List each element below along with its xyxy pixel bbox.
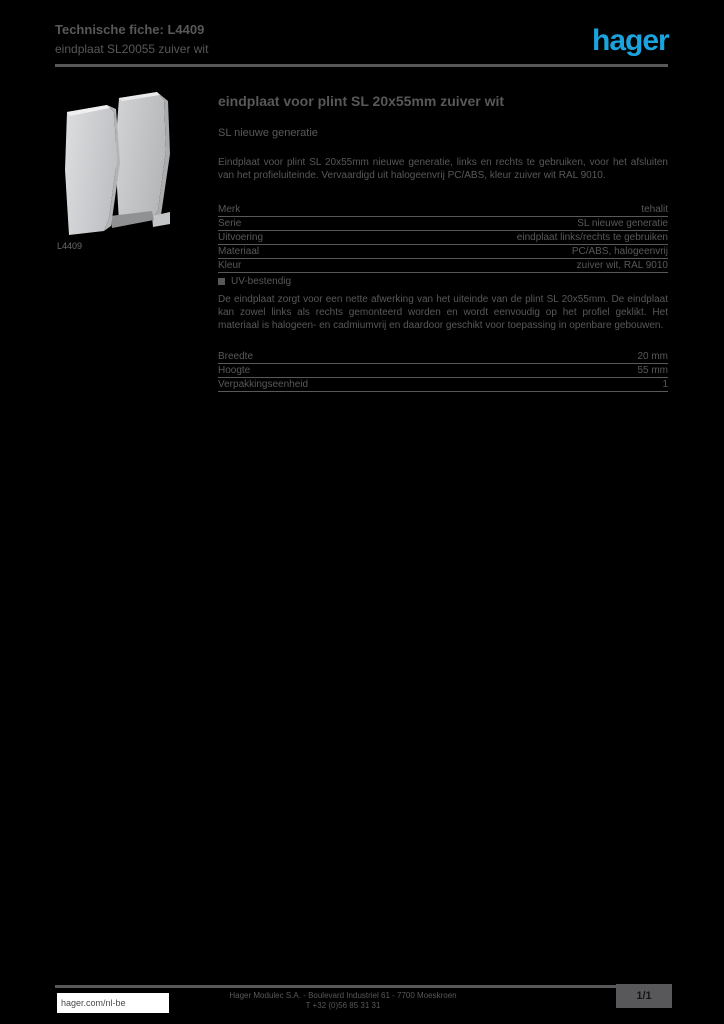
square-bullet-icon xyxy=(218,278,225,285)
table-row xyxy=(218,259,668,273)
spec-value: tehalit xyxy=(641,204,668,215)
spec-label: Verpakkingseenheid xyxy=(218,379,309,390)
footer-divider xyxy=(55,985,624,988)
spec-label: Materiaal xyxy=(218,246,260,257)
hager-logo: hager xyxy=(592,24,669,57)
table-row xyxy=(218,203,668,217)
spec-label: Hoogte xyxy=(218,365,251,376)
spec-label: Kleur xyxy=(218,260,242,271)
spec-value: 55 mm xyxy=(637,365,668,376)
table-row xyxy=(218,245,668,259)
spec-label: Merk xyxy=(218,204,241,215)
spec-value: eindplaat links/rechts te gebruiken xyxy=(516,232,668,243)
table-row xyxy=(218,364,668,378)
table-row xyxy=(218,217,668,231)
product-note: De eindplaat zorgt voor een nette afwerking van het uiteinde van de plint SL 20x55mm. De eindplaat kan zowel links als rechts gemonteerd worden en wordt eenvoudig op het profiel geklikt. Het materiaal is halogeen- en cadmiumvrij en daardoor geschikt voor toepassing in openbare gebouwen. xyxy=(218,294,668,331)
footer-website-link[interactable]: hager.com/nl-be xyxy=(57,993,169,1013)
spec-value: 20 mm xyxy=(637,351,668,362)
footer-company-info xyxy=(218,991,468,1011)
spec-table-2 xyxy=(218,350,668,392)
page-number: 1/1 xyxy=(636,990,652,1002)
feature-label: UV-bestendig xyxy=(231,276,292,287)
spec-value: PC/ABS, halogeenvrij xyxy=(571,246,668,257)
product-image xyxy=(57,88,197,238)
document-type: Technische fiche: L4409 xyxy=(55,22,205,37)
document-reference: eindplaat SL20055 zuiver wit xyxy=(55,42,209,56)
product-description: Eindplaat voor plint SL 20x55mm nieuwe generatie, links en rechts te gebruiken, voor het afsluiten van het profieluiteinde. Vervaardigd uit halogeenvrij PC/ABS, kleur zuiver wit RAL 9010. xyxy=(218,157,668,181)
spec-label: Serie xyxy=(218,218,242,229)
spec-label: Uitvoering xyxy=(218,232,264,243)
footer-company-line: Hager Modulec S.A. - Boulevard Industriel 61 - 7700 Moeskroen xyxy=(229,991,457,1000)
header-divider xyxy=(55,64,668,67)
product-subtitle: SL nieuwe generatie xyxy=(218,127,318,139)
table-row xyxy=(218,378,668,392)
product-image-caption: L4409 xyxy=(57,241,83,251)
table-row xyxy=(218,231,668,245)
product-title: eindplaat voor plint SL 20x55mm zuiver wit xyxy=(218,93,505,109)
spec-table xyxy=(218,203,668,273)
page-number-badge xyxy=(616,984,672,1008)
spec-value: 1 xyxy=(662,379,668,390)
spec-label: Breedte xyxy=(218,351,254,362)
spec-value: zuiver wit, RAL 9010 xyxy=(576,260,668,271)
feature-row xyxy=(218,276,668,287)
end-cap-illustration xyxy=(57,88,197,238)
footer-phone-line: T +32 (0)56 85 31 31 xyxy=(305,1001,381,1010)
spec-value: SL nieuwe generatie xyxy=(577,218,668,229)
table-row xyxy=(218,350,668,364)
